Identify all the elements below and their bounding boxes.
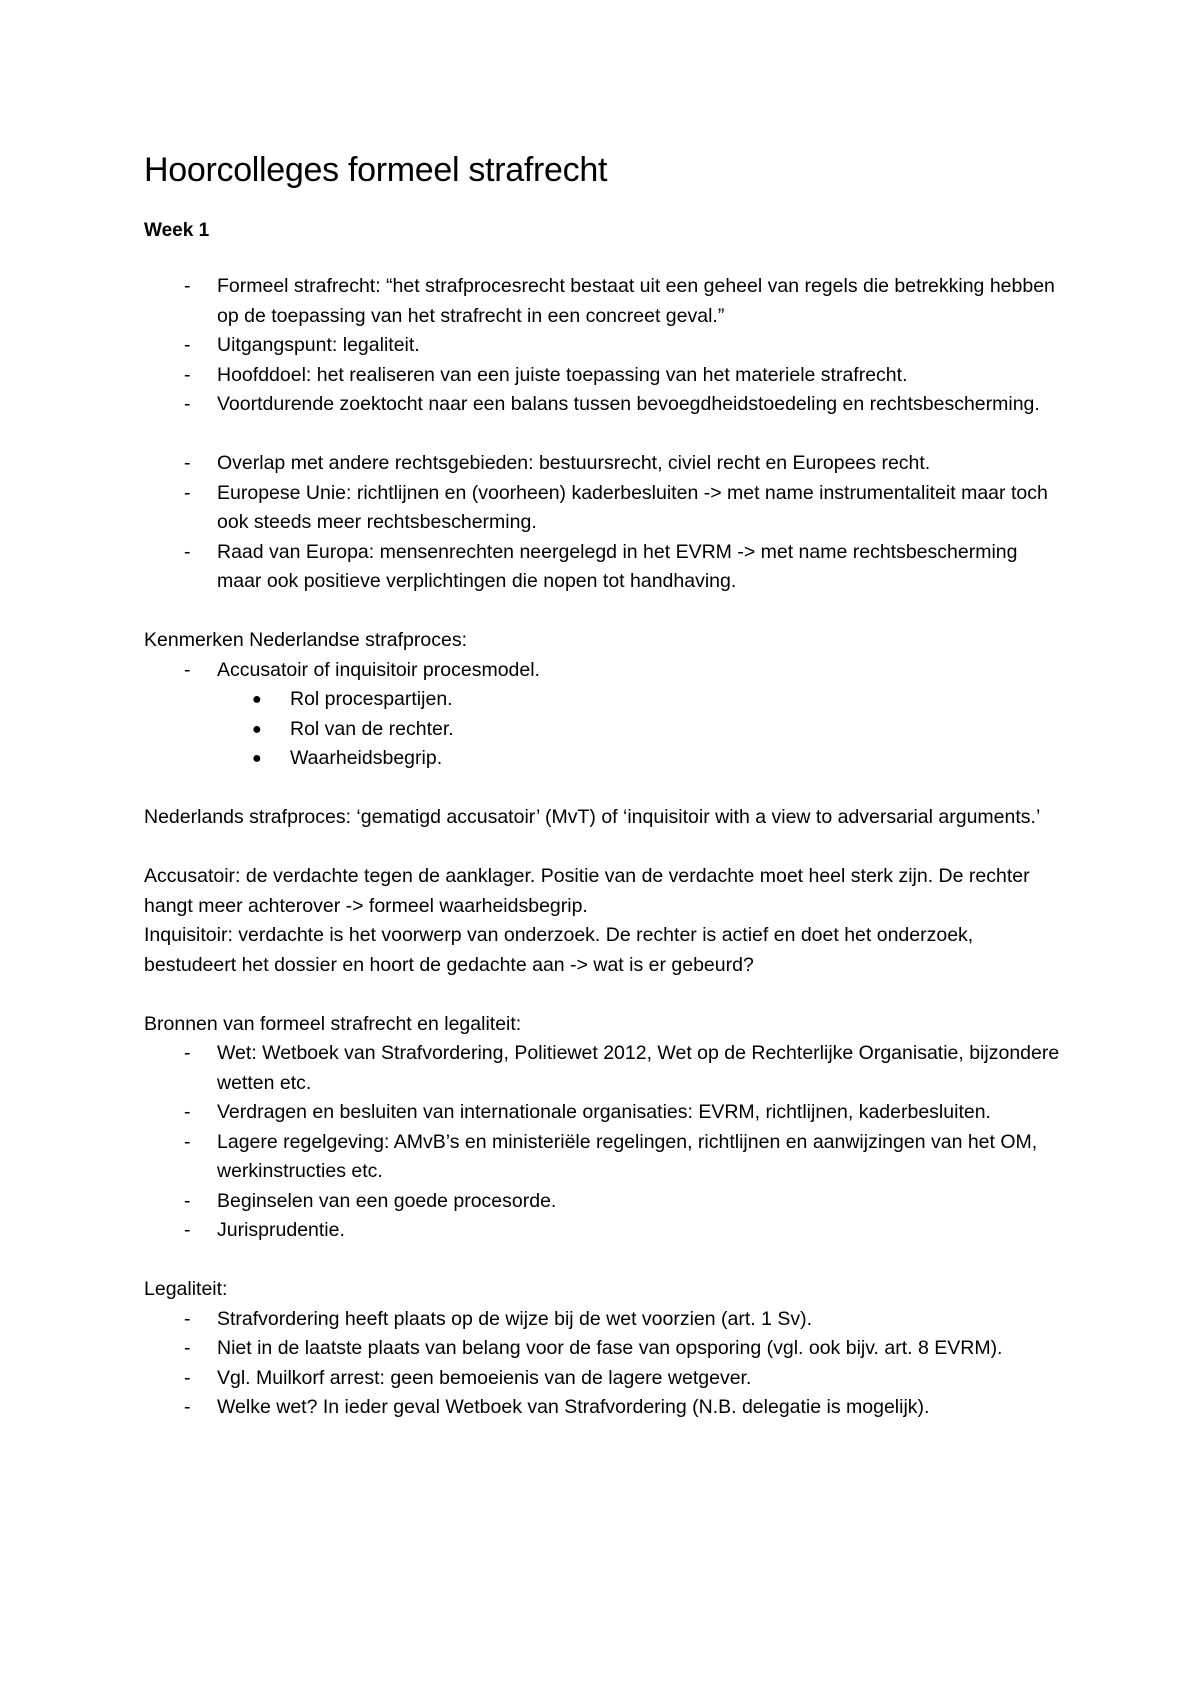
list-item: ● Waarheidsbegrip. [144,744,1064,774]
dash-marker: - [184,1219,191,1241]
list-item: ● Rol procespartijen. [144,685,1064,715]
bronnen-heading: Bronnen van formeel strafrecht en legaliteit: [144,1012,522,1035]
list-item: - Lagere regelgeving: AMvB’s en ministeriële regelingen, richtlijnen en aanwijzingen van het OM, werkinstructies etc. [144,1128,1064,1187]
inquisitoir-paragraph: Inquisitoir: verdachte is het voorwerp van onderzoek. De rechter is actief en doet het onderzoek, bestudeert het dossier en hoort de gedachte aan -> wat is er gebeurd? [144,924,974,976]
list-item: - Strafvordering heeft plaats op de wijze bij de wet voorzien (art. 1 Sv). [144,1305,1064,1335]
bullet-marker: ● [252,750,262,767]
list-item: - Welke wet? In ieder geval Wetboek van Strafvordering (N.B. delegatie is mogelijk). [144,1393,1064,1423]
kenmerken-heading: Kenmerken Nederlandse strafproces: [144,629,467,651]
list-item: - Europese Unie: richtlijnen en (voorheen) kaderbesluiten -> met name instrumentaliteit maar toch ook steeds meer rechtsbescherming. [144,479,1064,538]
dash-marker: - [184,1307,191,1330]
dash-marker: - [184,275,191,297]
list-item: - Verdragen en besluiten van internationale organisaties: EVRM, richtlijnen, kaderbesluiten. [144,1098,1064,1128]
document-title: Hoorcolleges formeel strafrecht [144,151,608,189]
context-list [144,449,1064,597]
intro-list [144,272,1064,420]
list-item: - Hoofddoel: het realiseren van een juiste toepassing van het materiele strafrecht. [144,361,1064,391]
list-item: ● Rol van de rechter. [144,715,1064,745]
dash-marker: - [184,540,191,563]
list-item: - Jurisprudentie. [144,1216,1064,1246]
list-item: - Formeel strafrecht: “het strafprocesrecht bestaat uit een geheel van regels die betrekking hebben op de toepassing van het strafrecht in een concreet geval.” [144,272,1064,331]
list-item: - Niet in de laatste plaats van belang voor de fase van opsporing (vgl. ook bijv. art. 8 EVRM). [144,1334,1064,1364]
list-item: - Overlap met andere rechtsgebieden: bestuursrecht, civiel recht en Europees recht. [144,449,1064,479]
dash-marker: - [184,1130,191,1153]
list-item: - Wet: Wetboek van Strafvordering, Politiewet 2012, Wet op de Rechterlijke Organisatie, bijzondere wetten etc. [144,1039,1064,1098]
list-item: - Accusatoir of inquisitoir procesmodel. [144,656,1064,686]
dash-marker: - [184,1396,191,1418]
list-item: - Vgl. Muilkorf arrest: geen bemoeienis van de lagere wetgever. [144,1364,1064,1394]
legaliteit-heading: Legaliteit: [144,1278,228,1300]
bronnen-list [144,1039,1064,1246]
accusatoir-paragraph: Accusatoir: de verdachte tegen de aanklager. Positie van de verdachte moet heel sterk zijn. De rechter hangt meer achterover -> formeel waarheidsbegrip. [144,865,1030,917]
kenmerken-sublist [144,685,1064,774]
list-item: - Uitgangspunt: legaliteit. [144,331,1064,361]
dash-marker: - [184,1189,191,1212]
legaliteit-list [144,1305,1064,1423]
dash-marker: - [184,1101,191,1123]
document-page [144,146,1064,1423]
kenmerken-list [144,656,1064,686]
list-item: - Beginselen van een goede procesorde. [144,1187,1064,1217]
list-item: - Raad van Europa: mensenrechten neergelegd in het EVRM -> met name rechtsbescherming maar ook positieve verplichtingen die nopen tot handhaving. [144,538,1064,597]
dash-marker: - [184,481,191,504]
dash-marker: - [184,1366,191,1389]
dash-marker: - [184,1042,191,1064]
nl-strafproces-paragraph: Nederlands strafproces: ‘gematigd accusatoir’ (MvT) of ‘inquisitoir with a view to adversarial arguments.’ [144,806,1041,828]
dash-marker: - [184,363,191,386]
dash-marker: - [184,658,191,681]
bullet-marker: ● [252,691,262,708]
dash-marker: - [184,334,191,356]
list-item: - Voortdurende zoektocht naar een balans tussen bevoegdheidstoedeling en rechtsbescherming. [144,390,1064,420]
dash-marker: - [184,452,191,474]
week-heading: Week 1 [144,220,210,241]
dash-marker: - [184,1337,191,1359]
bullet-marker: ● [252,720,262,738]
dash-marker: - [184,393,191,415]
